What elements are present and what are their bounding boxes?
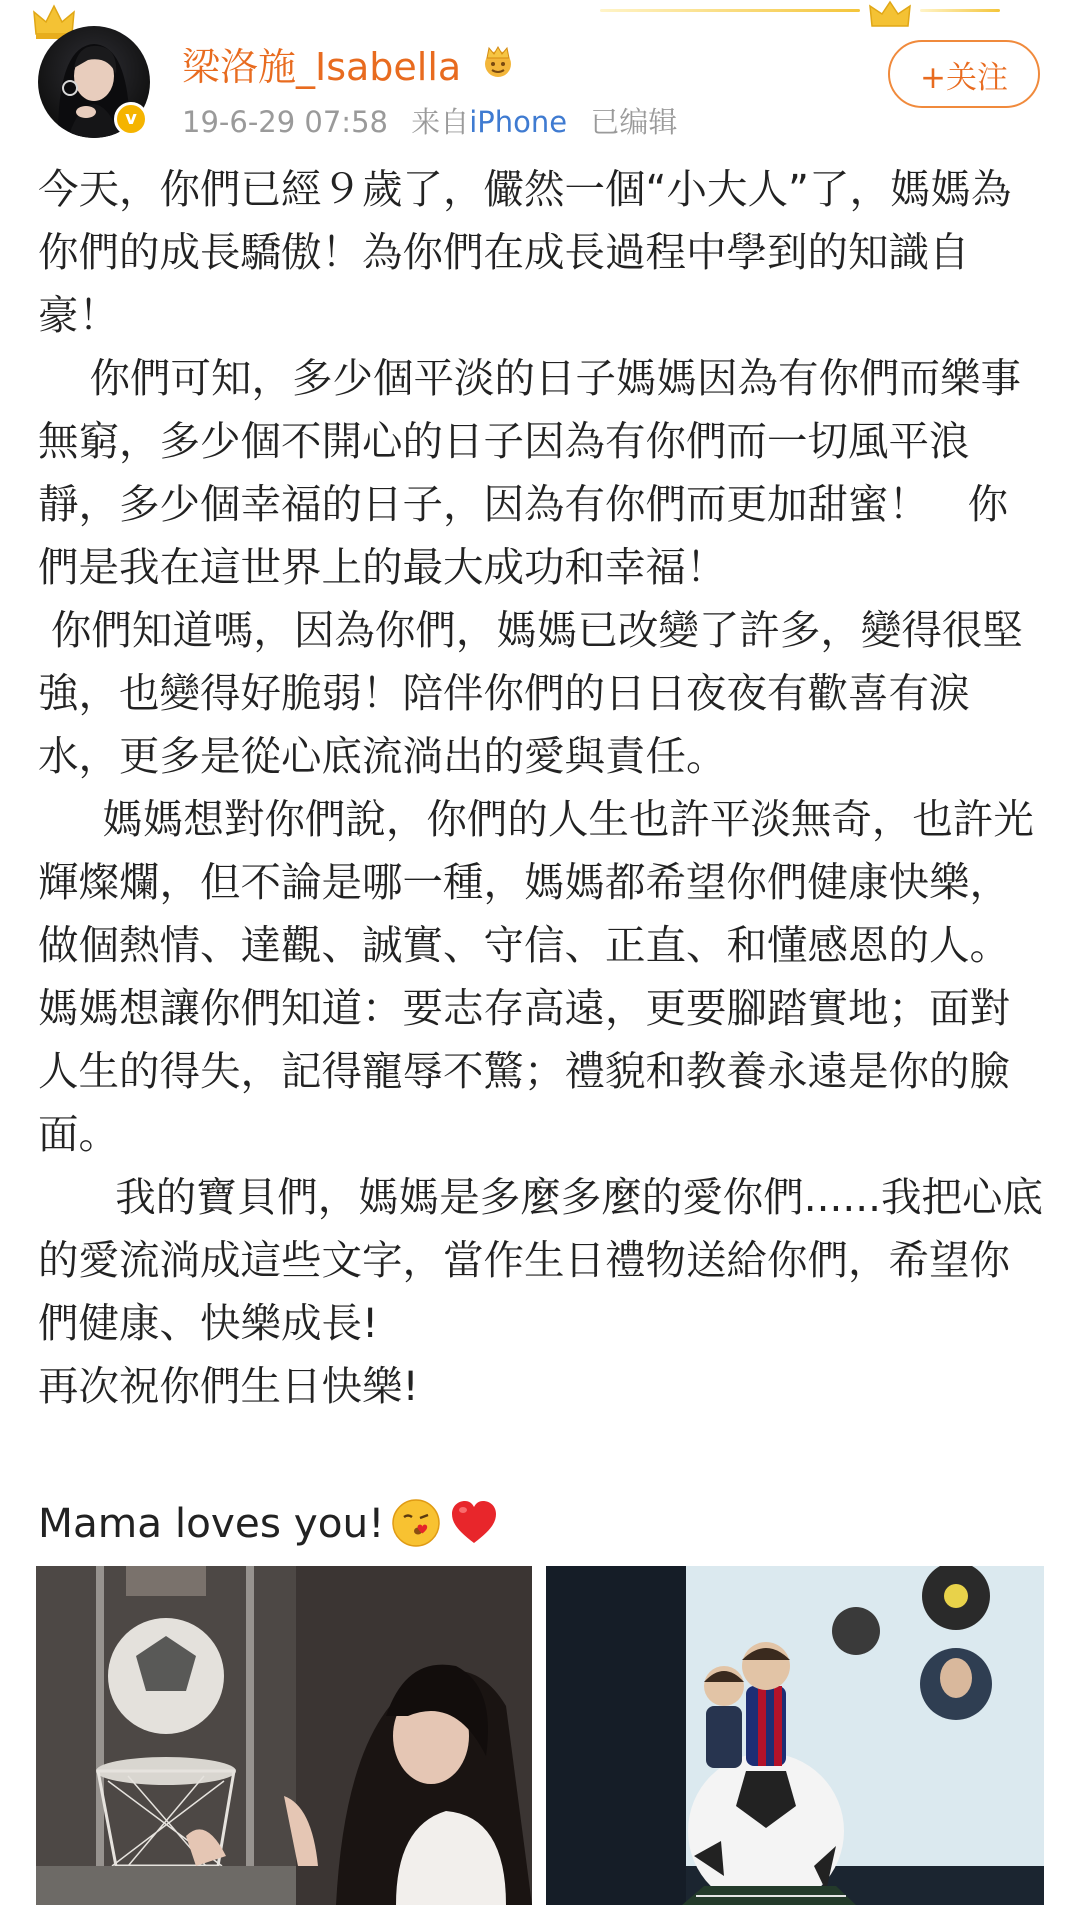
photo-grid bbox=[36, 1566, 1044, 1905]
signoff-line bbox=[38, 1481, 1048, 1565]
red-heart-emoji bbox=[448, 1497, 500, 1549]
verified-badge-icon: v bbox=[114, 102, 148, 136]
paragraph: 你們知道嗎，因為你們，媽媽已改變了許多，變得很堅強，也變得好脆弱！陪伴你們的日日夜夜有歡喜有淚水，更多是從心底流淌出的愛與責任。 bbox=[38, 606, 1023, 780]
post-image[interactable] bbox=[546, 1566, 1044, 1905]
signoff-text: Mama loves you! bbox=[38, 1498, 385, 1547]
edited-label[interactable]: 已编辑 bbox=[590, 105, 678, 139]
paragraph: 今天，你們已經９歲了，儼然一個“小大人”了，媽媽為你們的成長驕傲！為你們在成長過程中學到的知識自豪！ bbox=[38, 165, 1012, 339]
paragraph: 我的寶貝們，媽媽是多麼多麼的愛你們......我把心底的愛流淌成這些文字，當作生日禮物送給你們，希望你們健康、快樂成長! bbox=[38, 1173, 1043, 1347]
source-prefix: 来自 bbox=[411, 105, 470, 139]
post-header bbox=[0, 0, 1080, 150]
football-cake-photo bbox=[546, 1566, 1044, 1905]
username[interactable]: 梁洛施_Isabella bbox=[182, 45, 462, 89]
decorative-line bbox=[600, 9, 860, 12]
birthday-cake-photo bbox=[36, 1566, 532, 1905]
vip-crown-icon bbox=[478, 44, 518, 78]
spacer bbox=[38, 1418, 1048, 1481]
post-date: 19-6-29 07:58 bbox=[182, 105, 388, 139]
crown-icon bbox=[866, 0, 914, 30]
follow-button[interactable]: +关注 bbox=[888, 40, 1040, 108]
paragraph: 媽媽想對你們說，你們的人生也許平淡無奇，也許光輝燦爛，但不論是哪一種，媽媽都希望你們健康快樂，做個熱情、達觀、誠實、守信、正直、和懂感恩的人。媽媽想讓你們知道：要志存高遠，更要腳踏實地；面對人生的得失，記得寵辱不驚；禮貌和教養永遠是你的臉面。 bbox=[38, 795, 1034, 1158]
paragraph: 你們可知，多少個平淡的日子媽媽因為有你們而樂事無窮，多少個不開心的日子因為有你們而一切風平浪靜，多少個幸福的日子，因為有你們而更加甜蜜！ 你們是我在這世界上的最大成功和幸福！ bbox=[38, 354, 1021, 591]
post-text bbox=[38, 158, 1048, 1565]
paragraph: 再次祝你們生日快樂! bbox=[38, 1362, 419, 1410]
decorative-line bbox=[920, 9, 1000, 12]
kissing-face-emoji bbox=[390, 1497, 442, 1549]
source-device[interactable]: iPhone bbox=[469, 105, 568, 139]
post-meta bbox=[182, 100, 677, 141]
post-image[interactable] bbox=[36, 1566, 532, 1905]
